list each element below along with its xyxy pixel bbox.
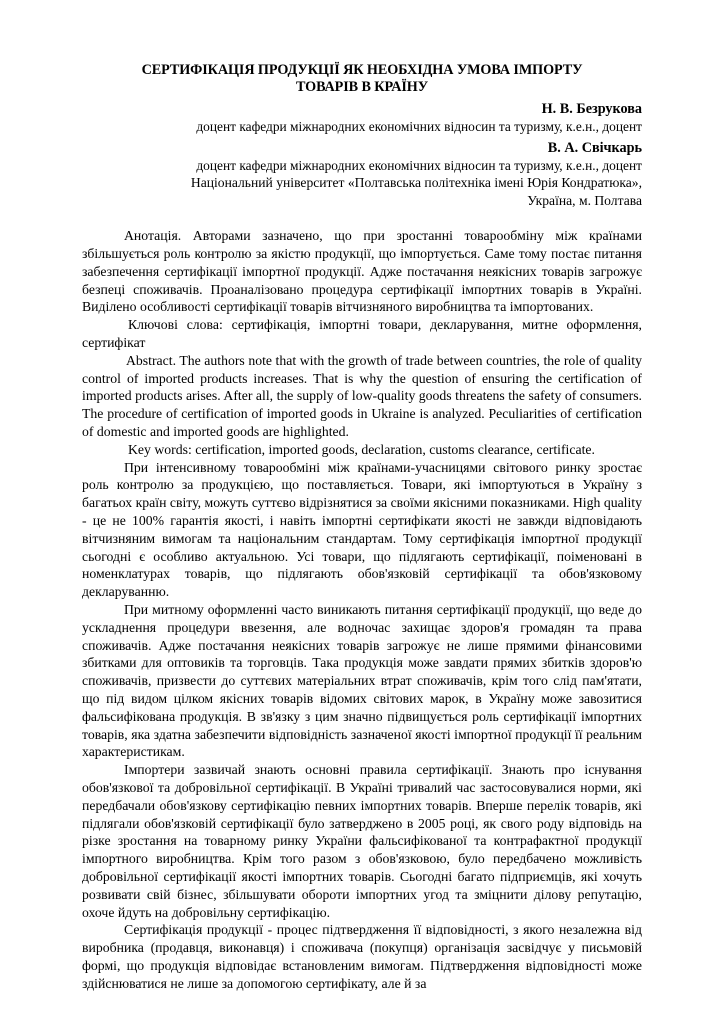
abstract-uk: Анотація. Авторами зазначено, що при зростанні товарообміну між країнами збільшується роль контролю за якістю продукції, що імпортується. Саме тому постає питання забезпечення сертифікації імпортної продукції. Адже постачання неякісних товарів загрожує безпеці споживачів. Проаналізовано процедура сертифікації імпортних товарів в Україні. Виділено особливості сертифікації товарів вітчизняного виробництва та імпортованих. [82,228,642,315]
document-body [82,227,642,992]
keywords-uk: Ключові слова: сертифікація, імпортні товари, декларування, митне оформлення, сертифікат [82,317,642,351]
body-paragraph-4: Сертифікація продукції - процес підтвердження її відповідності, з якого незалежна від виробника (продавця, виконавця) і споживача (покупця) організація засвідчує у письмовій формі, що продукція відповідає встановленим вимогам. Підтвердження відповідності може здійснюватися не лише за допомогою сертифікату, але й за [82,922,642,991]
body-paragraph-2: При митному оформленні часто виникають питання сертифікації продукції, що веде до ускладнення процедури ввезення, але водночас захищає здоров'я громадян та права споживачів. Адже постачання неякісних товарів загрожує не лише прямими фінансовими збитками для оптовиків та торговців. Така продукція може завдати прямих збитків здоров'ю споживачів, призвести до суттєвих матеріальних втрат споживачів, крім того слід пам'ятати, що під видом цілком якісних товарів відомих світових марок, в Україну може завозитися фальсифікована продукція. В зв'язку з цим значно підвищується роль сертифікації імпортних товарів, яка здатна забезпечити відповідність зазначеної якості імпортної продукції її реальним характеристикам. [82,601,642,760]
institution: Національний університет «Полтавська політехніка імені Юрія Кондратюка», [190,175,642,191]
body-paragraph-1: При інтенсивному товарообміні між країнами-учасницями світового ринку зростає роль контролю за продукцією, що поставляється. Товари, які імпортуються в Україну з багатьох країн світу, можуть суттєво відрізнятися за своїми якісними показниками. High quality - це не 100% гарантія якості, і навіть імпортні сертифікати якості не завжди відповідають вітчизняним вимогам та національним стандартам. Тому сертифікація імпортної продукції сьогодні є особливо актуальною. Усі товари, що підлягають сертифікації, поіменовані в номенклатурах товарів, що підлягають обов'язковій сертифікації та обов'язковому декларуванню. [82,459,643,600]
keywords-en: Key words: certification, imported goods, declaration, customs clearance, certificate. [128,441,595,457]
author-name-2: В. А. Свічкарь [547,139,642,156]
author-affiliation-2: доцент кафедри міжнародних економічних відносин та туризму, к.е.н., доцент [196,157,642,173]
abstract-en: Abstract. The authors note that with the growth of trade between countries, the role of quality control of imported products increases. That is why the question of ensuring the certification of imported products arises. After all, the supply of low-quality goods threatens the safety of consumers. The procedure of certification of imported goods in Ukraine is analyzed. Peculiarities of certification of domestic and imported goods are highlighted. [82,352,642,440]
body-paragraph-3: Імпортери зазвичай знають основні правила сертифікації. Знають про існування обов'язкової та добровільної сертифікації. В Україні тривалий час застосовувалися норми, які передбачали обов'язкову сертифікацію певних імпортних товарів. Вперше перелік товарів, які підлягали обов'язковій сертифікації було затверджено в 2005 році, як свого роду відповідь на різке зростання на товарному ринку України фальсифікованої та контрафактної продукції імпортного виробництва. Крім того разом з обов'язковою, було передбачено можливість добровільної сертифікації якості імпортних товарів. Сьогодні багато підприємців, які хочуть розвивати свій бізнес, збільшувати обороти імпортних угод та зміцнити ділову репутацію, охоче йдуть на добровільну сертифікацію. [82,762,642,920]
page-title-line-1: СЕРТИФІКАЦІЯ ПРОДУКЦІЇ ЯК НЕОБХІДНА УМОВА ІМПОРТУ [141,62,583,78]
page-title-line-2: ТОВАРІВ В КРАЇНУ [295,79,429,96]
author-affiliation-1: доцент кафедри міжнародних економічних відносин та туризму, к.е.н., доцент [196,119,642,135]
page-title [82,62,642,97]
location: Україна, м. Полтава [527,193,642,209]
author-name-1: Н. В. Безрукова [541,100,642,117]
